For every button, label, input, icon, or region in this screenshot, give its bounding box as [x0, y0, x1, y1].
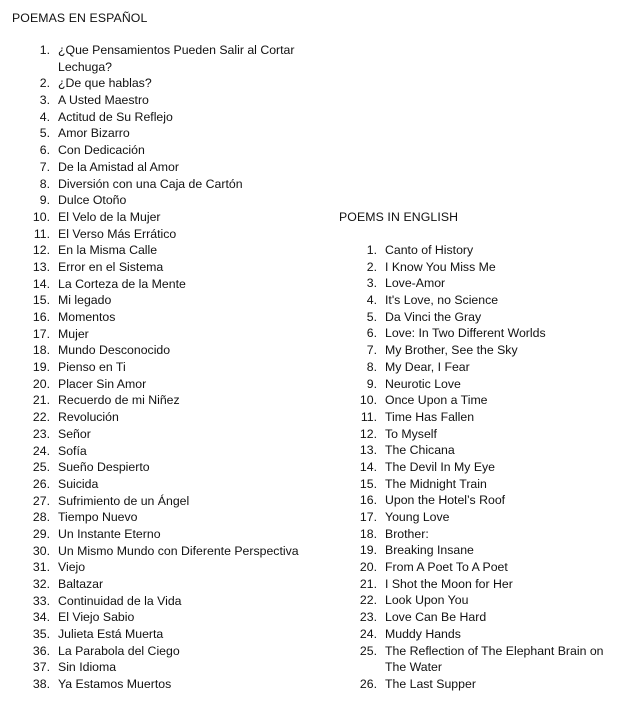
poem-title: The Reflection of The Elephant Brain on The Water: [385, 643, 604, 675]
item-number: 25.: [32, 460, 50, 475]
item-number: 36.: [32, 643, 50, 658]
list-item: [366, 292, 613, 309]
item-number: 21.: [359, 576, 377, 591]
poem-title: Continuidad de la Vida: [58, 593, 182, 608]
item-number: 9.: [366, 376, 377, 391]
poem-title: El Viejo Sabio: [58, 610, 135, 625]
list-item: [366, 359, 613, 376]
item-number: 35.: [32, 627, 50, 642]
poem-title: The Midnight Train: [385, 476, 487, 491]
item-number: 38.: [32, 677, 50, 692]
poem-title: Neurotic Love: [385, 376, 461, 391]
poem-title: El Velo de la Mujer: [58, 209, 161, 224]
list-item: [32, 509, 303, 526]
list-item: [359, 426, 613, 443]
list-item: [359, 676, 613, 693]
poem-title: Sin Idioma: [58, 660, 117, 675]
list-item: [366, 342, 613, 359]
item-number: 34.: [32, 610, 50, 625]
list-item: [32, 392, 303, 409]
poem-title: Upon the Hotel’s Roof: [385, 493, 506, 508]
poem-title: Da Vinci the Gray: [385, 309, 482, 324]
item-number: 19.: [359, 543, 377, 558]
list-item: [39, 42, 303, 75]
item-number: 10.: [359, 393, 377, 408]
list-item: [359, 509, 613, 526]
item-number: 26.: [359, 676, 377, 691]
list-item: [32, 426, 303, 443]
list-item: [366, 259, 613, 276]
poem-title: Canto of History: [385, 243, 474, 257]
item-number: 7.: [39, 159, 50, 174]
item-number: 17.: [32, 326, 50, 341]
list-item: [32, 626, 303, 643]
list-item: [366, 325, 613, 342]
list-item: [32, 476, 303, 493]
list-item: [32, 443, 303, 460]
item-number: 11.: [360, 409, 377, 424]
poem-title: My Dear, I Fear: [385, 359, 470, 374]
list-item: [32, 342, 303, 359]
poem-title: Sofía: [58, 443, 87, 458]
poem-title: I Know You Miss Me: [385, 259, 496, 274]
item-number: 32.: [32, 577, 50, 592]
poem-title: Pienso en Ti: [58, 360, 126, 375]
poem-title: From A Poet To A Poet: [385, 560, 508, 575]
item-number: 8.: [366, 359, 377, 374]
item-number: 20.: [359, 560, 377, 575]
poem-title: I Shot the Moon for Her: [385, 576, 513, 591]
poem-title: Muddy Hands: [385, 626, 461, 641]
item-number: 27.: [32, 493, 50, 508]
list-item: [32, 326, 303, 343]
item-number: 5.: [366, 309, 377, 324]
poem-title: Ya Estamos Muertos: [58, 677, 172, 692]
list-item: [359, 609, 613, 626]
poem-title: Viejo: [58, 560, 86, 575]
poem-title: Un Instante Eterno: [58, 526, 161, 541]
poem-title: Time Has Fallen: [385, 409, 475, 424]
list-item: [32, 643, 303, 660]
item-number: 20.: [32, 376, 50, 391]
poem-title: Placer Sin Amor: [58, 376, 147, 391]
item-number: 15.: [359, 476, 377, 491]
item-number: 13.: [32, 259, 50, 274]
list-item: [366, 242, 613, 259]
poem-title: Julieta Está Muerta: [58, 627, 164, 642]
poem-title: En la Misma Calle: [58, 243, 158, 258]
item-number: 2.: [366, 259, 377, 274]
list-item: [360, 409, 613, 426]
item-number: 30.: [32, 543, 50, 558]
poem-title: The Last Supper: [385, 676, 476, 691]
poem-title: De la Amistad al Amor: [58, 159, 179, 174]
item-number: 18.: [32, 343, 50, 358]
list-item: [32, 259, 303, 276]
spanish-poem-list: [32, 42, 303, 693]
poem-title: Tiempo Nuevo: [58, 510, 138, 525]
item-number: 7.: [366, 343, 377, 358]
poem-title: Revolución: [58, 410, 119, 425]
poem-title: Un Mismo Mundo con Diferente Perspectiva: [58, 543, 299, 558]
poem-title: It's Love, no Science: [385, 293, 499, 308]
item-number: 23.: [359, 610, 377, 625]
poem-title: Error en el Sistema: [58, 259, 164, 274]
list-item: [32, 376, 303, 393]
item-number: 14.: [359, 459, 377, 474]
poem-title: The Chicana: [385, 443, 455, 458]
item-number: 11.: [33, 226, 50, 241]
item-number: 22.: [359, 593, 377, 608]
poem-title: To Myself: [385, 426, 437, 441]
list-item: [32, 242, 303, 259]
list-item: [366, 376, 613, 393]
list-item: [39, 159, 303, 176]
poem-title: Momentos: [58, 310, 116, 325]
item-number: 13.: [359, 443, 377, 458]
poem-title: Breaking Insane: [385, 543, 474, 558]
list-item: [359, 492, 613, 509]
item-number: 12.: [32, 243, 50, 258]
poem-title: Actitud de Su Reflejo: [58, 109, 173, 124]
list-item: [359, 626, 613, 643]
item-number: 29.: [32, 526, 50, 541]
list-item: [32, 576, 303, 593]
list-item: [39, 192, 303, 209]
poem-title: ¿De que hablas?: [58, 76, 152, 91]
item-number: 4.: [366, 293, 377, 308]
list-item: [359, 542, 613, 559]
poem-title: Love: In Two Different Worlds: [385, 326, 546, 341]
poem-title: Suicida: [58, 476, 99, 491]
poem-title: Young Love: [385, 510, 450, 524]
item-number: 37.: [32, 660, 50, 675]
item-number: 8.: [39, 176, 50, 191]
item-number: 4.: [39, 109, 50, 124]
list-item: [32, 359, 303, 376]
list-item: [39, 75, 303, 92]
item-number: 5.: [39, 126, 50, 141]
poem-title: Mundo Desconocido: [58, 343, 171, 358]
item-number: 1.: [366, 243, 377, 257]
poem-title: Mi legado: [58, 293, 112, 308]
list-item: [359, 559, 613, 576]
poem-title: Once Upon a Time: [385, 393, 488, 408]
poem-title: Señor: [58, 426, 91, 441]
item-number: 23.: [32, 426, 50, 441]
list-item: [32, 409, 303, 426]
item-number: 3.: [366, 276, 377, 291]
list-item: [39, 92, 303, 109]
item-number: 19.: [32, 360, 50, 375]
item-number: 17.: [359, 510, 377, 524]
list-item: [39, 109, 303, 126]
list-item: [359, 459, 613, 476]
item-number: 31.: [32, 560, 50, 575]
item-number: 9.: [39, 193, 50, 208]
item-number: 10.: [32, 209, 50, 224]
poem-title: Amor Bizarro: [58, 126, 130, 141]
list-item: [32, 609, 303, 626]
poem-title: Baltazar: [58, 577, 104, 592]
poem-title: The Devil In My Eye: [385, 459, 496, 474]
poem-title: La Parabola del Ciego: [58, 643, 180, 658]
list-item: [32, 292, 303, 309]
list-item: [32, 543, 303, 560]
item-number: 14.: [32, 276, 50, 291]
item-number: 24.: [32, 443, 50, 458]
item-number: 3.: [39, 93, 50, 108]
item-number: 18.: [359, 526, 377, 541]
poem-title: My Brother, See the Sky: [385, 343, 518, 358]
poem-title: A Usted Maestro: [58, 93, 149, 108]
list-item: [32, 209, 303, 226]
list-item: [32, 309, 303, 326]
list-item: [32, 526, 303, 543]
item-number: 6.: [366, 326, 377, 341]
english-heading: POEMS IN ENGLISH: [339, 210, 459, 224]
list-item: [32, 459, 303, 476]
list-item: [359, 442, 613, 459]
poem-title: Love Can Be Hard: [385, 610, 487, 625]
item-number: 33.: [32, 593, 50, 608]
poem-title: Diversión con una Caja de Cartón: [58, 176, 243, 191]
list-item: [39, 125, 303, 142]
item-number: 6.: [39, 143, 50, 158]
item-number: 21.: [32, 393, 50, 408]
item-number: 22.: [32, 410, 50, 425]
item-number: 2.: [39, 76, 50, 91]
item-number: 12.: [359, 426, 377, 441]
poem-title: La Corteza de la Mente: [58, 276, 186, 291]
english-poem-list: [359, 242, 613, 693]
item-number: 25.: [359, 643, 377, 658]
poem-title: Dulce Otoño: [58, 193, 127, 208]
item-number: 1.: [39, 43, 50, 57]
list-item: [32, 559, 303, 576]
poem-title: Mujer: [58, 326, 89, 341]
list-item: [366, 275, 613, 292]
list-item: [33, 226, 303, 243]
list-item: [32, 276, 303, 293]
list-item: [32, 676, 303, 693]
list-item: [359, 643, 613, 676]
poem-title: Recuerdo de mi Niñez: [58, 393, 180, 408]
list-item: [32, 659, 303, 676]
item-number: 16.: [32, 310, 50, 325]
list-item: [39, 142, 303, 159]
poem-title: Sufrimiento de un Ángel: [58, 493, 190, 508]
spanish-heading: POEMAS EN ESPAÑOL: [12, 11, 148, 25]
item-number: 15.: [32, 293, 50, 308]
poem-title: El Verso Más Errático: [58, 226, 177, 241]
list-item: [39, 176, 303, 193]
list-item: [359, 592, 613, 609]
list-item: [359, 476, 613, 493]
item-number: 16.: [359, 493, 377, 508]
item-number: 24.: [359, 626, 377, 641]
list-item: [32, 493, 303, 510]
list-item: [366, 309, 613, 326]
list-item: [359, 526, 613, 543]
poem-title: ¿Que Pensamientos Pueden Salir al Cortar Lechuga?: [58, 43, 295, 74]
poem-title: Love-Amor: [385, 276, 446, 291]
item-number: 28.: [32, 510, 50, 525]
list-item: [359, 576, 613, 593]
poem-title: Sueño Despierto: [58, 460, 150, 475]
poem-title: Look Upon You: [385, 593, 469, 608]
item-number: 26.: [32, 476, 50, 491]
list-item: [32, 593, 303, 610]
poem-title: Brother:: [385, 526, 429, 541]
list-item: [359, 392, 613, 409]
poem-title: Con Dedicación: [58, 143, 145, 158]
